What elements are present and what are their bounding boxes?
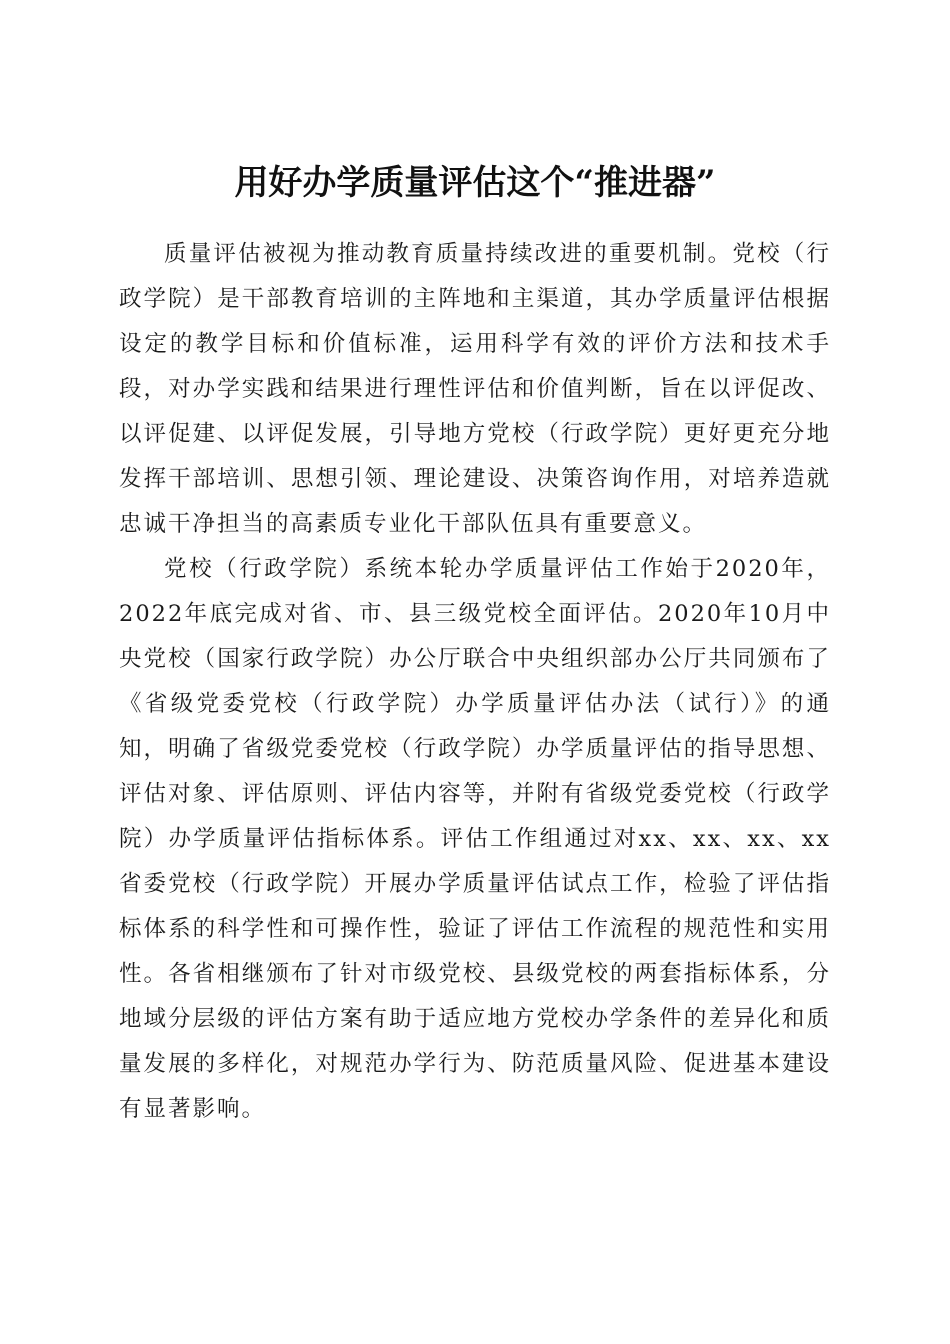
document-title: 用好办学质量评估这个“推进器” [234, 162, 716, 203]
paragraph-2: 党校（行政学院）系统本轮办学质量评估工作始于2020年，2022年底完成对省、市、县三级党校全面评估。2020年10月中央党校（国家行政学院）办公厅联合中央组织部办公厅共同颁布了《省级党委党校（行政学院）办学质量评估办法（试行）》的通知，明确了省级党委党校（行政学院）办学质量评估的指导思想、评估对象、评估原则、评估内容等，并附有省级党委党校（行政学院）办学质量评估指标体系。评估工作组通过对xx、xx、xx、xx省委党校（行政学院）开展办学质量评估试点工作，检验了评估指标体系的科学性和可操作性，验证了评估工作流程的规范性和实用性。各省相继颁布了针对市级党校、县级党校的两套指标体系，分地域分层级的评估方案有助于适应地方党校办学条件的差异化和质量发展的多样化，对规范办学行为、防范质量风险、促进基本建设有显著影响。 [119, 556, 831, 1122]
paragraph-1: 质量评估被视为推动教育质量持续改进的重要机制。党校（行政学院）是干部教育培训的主阵地和主渠道，其办学质量评估根据设定的教学目标和价值标准，运用科学有效的评价方法和技术手段，对办学实践和结果进行理性评估和价值判断，旨在以评促改、以评促建、以评促发展，引导地方党校（行政学院）更好更充分地发挥干部培训、思想引领、理论建设、决策咨询作用，对培养造就忠诚干净担当的高素质专业化干部队伍具有重要意义。 [119, 241, 831, 537]
document-body [119, 232, 831, 1132]
